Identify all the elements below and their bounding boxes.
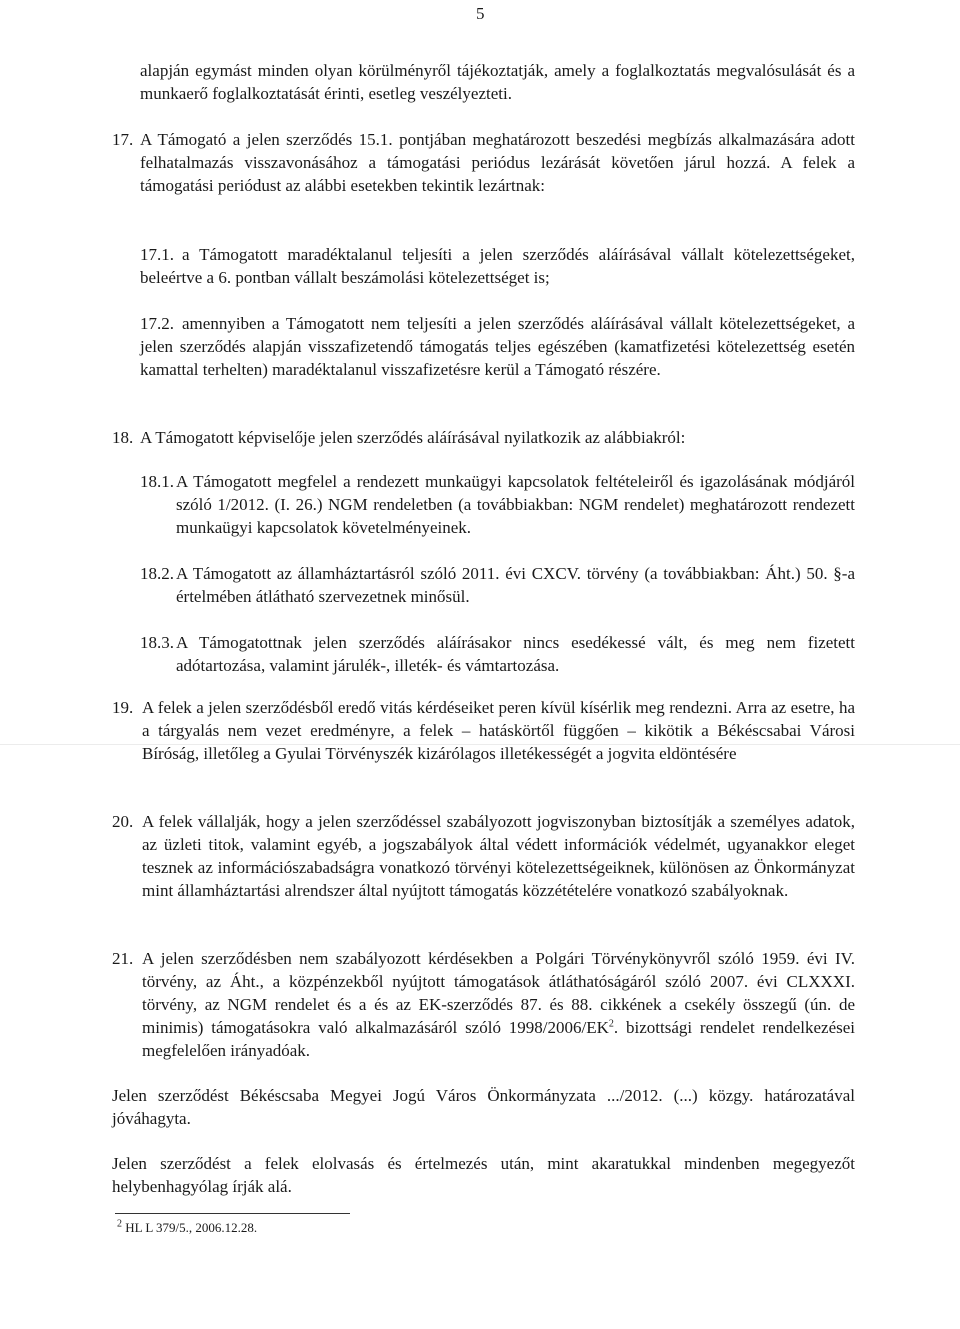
section-21 [112,947,855,1062]
section-number: 18. [112,428,134,447]
section-text: A Támogatott az államháztartásról szóló 2011. évi CXCV. törvény (a továbbiakban: Áht.) 50. §-a értelmében átlátható szervezetnek minősül. [176,564,855,606]
section-number: 18.3. [140,633,174,652]
paragraph-intro [140,59,855,105]
section-text: a Támogatott maradéktalanul teljesíti a jelen szerződés aláírásával vállalt kötelezettségeket, beleértve a 6. pontban vállalt beszámolási kötelezettséget is; [140,245,855,287]
footnote-reference: 2 [608,1018,614,1030]
paragraph-text: Jelen szerződést Békéscsaba Megyei Jogú Város Önkormányzata .../2012. (...) közgy. határozatával jóváhagyta. [112,1086,855,1128]
section-number: 17. [112,130,134,149]
section-text [142,947,855,1062]
section-text: amennyiben a Támogatott nem teljesíti a jelen szerződés aláírásával vállalt kötelezettségeket, a jelen szerződés alapján visszafizetendő támogatás teljes egészében (kamatfizetési kötelezettség esetén kamattal terhelten) maradéktalanul visszafizetésre kerül a Támogató részére. [140,314,855,379]
footnote [117,1220,257,1236]
footnote-divider [115,1213,350,1214]
section-number: 17.2. [140,314,174,333]
section-19 [112,696,855,765]
section-number: 21. [112,949,134,968]
section-text: A Támogató a jelen szerződés 15.1. pontjában meghatározott beszedési megbízás alkalmazására adott felhatalmazás visszavonásához a támogatási periódus lezárását követően járul hozzá. A felek a támogatási periódust az alábbi esetekben tekintik lezártnak: [140,130,855,195]
page-number: 5 [476,4,485,23]
paragraph-text: alapján egymást minden olyan körülményről tájékoztatják, amely a foglalkoztatás megvalósulását és a munkaerő foglalkoztatását érinti, esetleg veszélyezteti. [140,61,855,103]
paragraph-text: Jelen szerződést a felek elolvasás és értelmezés után, mint akaratukkal mindenben megegyezőt helybenhagyólag írják alá. [112,1154,855,1196]
section-text: A felek vállalják, hogy a jelen szerződéssel szabályozott jogviszonyban biztosítják a személyes adatok, az üzleti titok, valamint egyéb, a jogszabályok által védett információk védelmét, ugyanakkor eleget tesznek az információszabadságra vonatkozó törvényi kötelezettségeiknek, különösen az Önkormányzat mint államháztartási alrendszer által nyújtott támogatás közzétételére vonatkozó szabályoknak. [142,812,855,900]
section-text: A Támogatottnak jelen szerződés aláírásakor nincs esedékessé vált, és meg nem fizetett adótartozása, valamint járulék-, illeték- és vámtartozása. [176,633,855,675]
section-text: A felek a jelen szerződésből eredő vitás kérdéseiket peren kívül kísérlik meg rendezni. Arra az esetre, ha a tárgyalás nem vezet eredményre, a felek – hatáskörtől függően – kikötik a Békéscsabai Városi Bíróság, illetőleg a Gyulai Törvényszék kizárólagos illetékességét a jogvita eldöntésére [142,698,855,763]
footnote-text: HL L 379/5., 2006.12.28. [122,1220,258,1235]
section-text: A Támogatott képviselője jelen szerződés aláírásával nyilatkozik az alábbiakról: [140,428,686,447]
section-18 [112,426,855,449]
section-18-2 [140,562,855,608]
section-number: 18.1. [140,472,174,491]
closing-signature [112,1152,855,1198]
section-number: 17.1. [140,245,174,264]
section-17-1 [140,243,855,289]
section-18-3 [140,631,855,677]
section-text-part: A jelen szerződésben nem szabályozott kérdésekben a Polgári Törvénykönyvről szóló 1959. évi IV. törvény, az Áht., a közpénzekből nyújtott támogatások átláthatóságáról szóló 2007. évi CLXXXI. törvény, az NGM rendelet és a és az EK-szerződés 87. és 88. cikkének a csekély összegű (ún. de minimis) támogatásokra való alkalmazásáról szóló 1998/2006/EK [142,949,855,1037]
section-20 [112,810,855,902]
closing-approval [112,1084,855,1130]
section-text: A Támogatott megfelel a rendezett munkaügyi kapcsolatok feltételeiről és igazolásának módjáról szóló 1/2012. (I. 26.) NGM rendeletben (a továbbiakban: NGM rendelet) meghatározott rendezett munkaügyi kapcsolatok követelményeinek. [176,472,855,537]
section-17 [112,128,855,197]
section-number: 19. [112,698,134,717]
section-17-2 [140,312,855,381]
footnote-mark: 2 [117,1218,122,1230]
section-text-part: . bizottsági rendelet rendelkezései megfelelően irányadóak. [142,1018,855,1060]
section-18-1 [140,470,855,539]
section-number: 18.2. [140,564,174,583]
section-number: 20. [112,812,134,831]
